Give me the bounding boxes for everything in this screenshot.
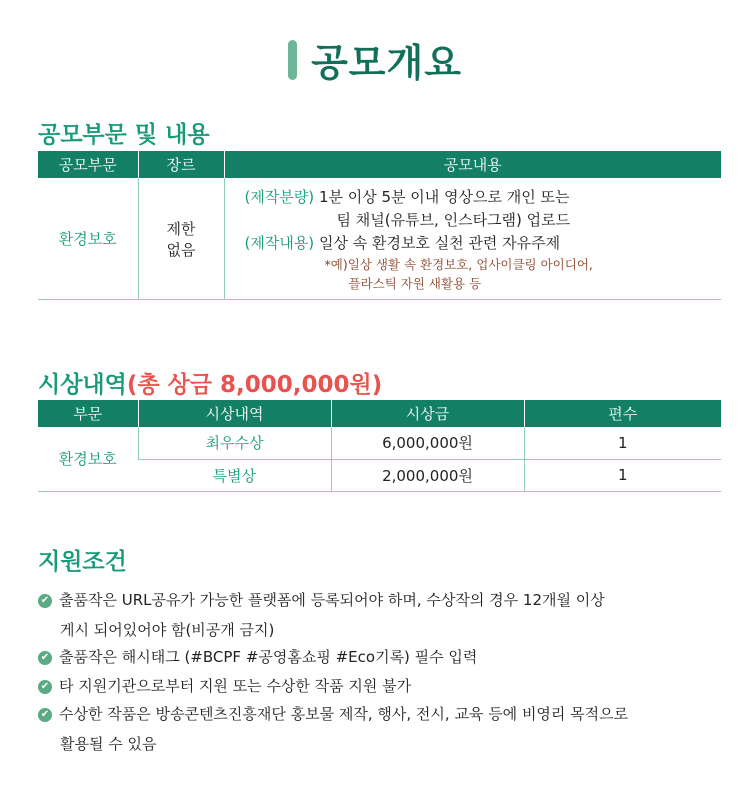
header-content: 공모내용 — [224, 151, 721, 178]
contest-table — [38, 151, 721, 300]
condition-text-cont: 활용될 수 있음 — [60, 735, 157, 753]
check-icon: ✔ — [38, 651, 52, 665]
quantity-text: 1분 이상 5분 이내 영상으로 개인 또는 — [318, 188, 570, 206]
header-prize: 시상금 — [331, 400, 524, 427]
award-cell: 특별상 — [138, 459, 331, 491]
prize-cell: 2,000,000원 — [331, 459, 524, 491]
header-award: 시상내역 — [138, 400, 331, 427]
condition-item — [38, 702, 628, 756]
example-line2: 플라스틱 자원 새활용 등 — [348, 276, 482, 291]
content-label: (제작내용) — [244, 234, 315, 252]
condition-text-cont: 게시 되어있어야 함(비공개 금지) — [60, 621, 275, 639]
genre-line2: 없음 — [166, 240, 196, 259]
awards-total-prize: (총 상금 8,000,000원) — [126, 372, 383, 398]
condition-item — [38, 674, 411, 698]
condition-item — [38, 588, 605, 642]
example-line1: *예)일상 생활 속 환경보호, 업사이클링 아이디어, — [324, 257, 593, 272]
title-accent-bar — [288, 40, 297, 80]
condition-text: 수상한 작품은 방송콘텐츠진흥재단 홍보물 제작, 행사, 전시, 교육 등에 비영리 목적으로 — [59, 705, 629, 723]
condition-item — [38, 645, 477, 669]
header-genre: 장르 — [138, 151, 224, 178]
count-cell: 1 — [524, 459, 721, 491]
section-title-awards — [38, 366, 382, 399]
main-title — [0, 32, 750, 87]
content-cell — [224, 178, 721, 300]
table-row — [38, 459, 721, 491]
genre-cell — [138, 178, 224, 300]
header-division: 부문 — [38, 400, 138, 427]
condition-text: 타 지원기관으로부터 지원 또는 수상한 작품 지원 불가 — [59, 677, 412, 695]
table-row — [38, 178, 721, 300]
quantity-line1 — [245, 186, 722, 209]
division-cell: 환경보호 — [38, 427, 138, 491]
awards-title: 시상내역 — [38, 372, 127, 398]
awards-table — [38, 400, 721, 492]
content-text: 일상 속 환경보호 실천 관련 자유주제 — [318, 234, 561, 252]
check-icon: ✔ — [38, 708, 52, 722]
check-icon: ✔ — [38, 680, 52, 694]
quantity-label: (제작분량) — [244, 188, 315, 206]
content-line — [245, 232, 722, 255]
count-cell: 1 — [524, 427, 721, 459]
check-icon: ✔ — [38, 594, 52, 608]
category-cell: 환경보호 — [38, 178, 138, 300]
header-count: 편수 — [524, 400, 721, 427]
genre-line1: 제한 — [166, 219, 196, 238]
quantity-line2: 팀 채널(유튜브, 인스타그램) 업로드 — [336, 211, 571, 229]
condition-text: 출품작은 해시태그 (#BCPF #공영홈쇼핑 #Eco기록) 필수 입력 — [59, 648, 478, 666]
prize-cell: 6,000,000원 — [331, 427, 524, 459]
header-category: 공모부문 — [38, 151, 138, 178]
table-row — [38, 427, 721, 459]
section-title-conditions: 지원조건 — [38, 549, 127, 575]
award-cell: 최우수상 — [138, 427, 331, 459]
condition-text: 출품작은 URL공유가 가능한 플랫폼에 등록되어야 하며, 수상작의 경우 12개월 이상 — [59, 591, 605, 609]
table-header-row — [38, 400, 721, 427]
main-title-text: 공모개요 — [311, 41, 462, 85]
table-header-row — [38, 151, 721, 178]
section-title-contest: 공모부문 및 내용 — [38, 122, 210, 148]
